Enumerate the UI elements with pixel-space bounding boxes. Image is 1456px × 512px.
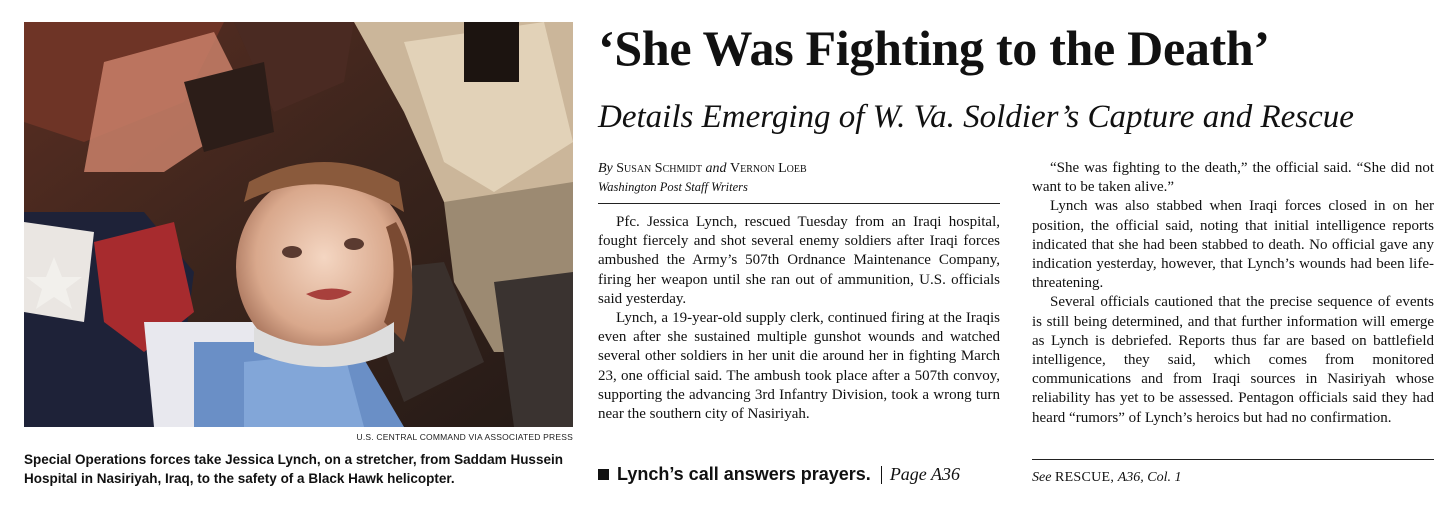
byline-divider: [598, 203, 1000, 204]
paragraph: Several officials cautioned that the precise sequence of events is still being determined, and that further information will emerge as Lynch is debriefed. Reports thus far are based on battlefield intelligence, they said, which comes from monitored communications and from Iraqi sources in Nasiriyah whose reliability has yet to be assessed. Pentagon officials said they had heard “rumors” of Lynch’s heroics but had no confirmation.: [1032, 294, 1434, 426]
author-1: Susan Schmidt: [616, 161, 703, 176]
stretcher-photo-image: [24, 22, 573, 427]
author-2: Vernon Loeb: [730, 161, 807, 176]
paragraph: Lynch, a 19-year-old supply clerk, continued firing at the Iraqis even after she sustained multiple gunshot wounds and watched several other soldiers in her unit die around her in fighting March 23, one official said. The ambush took place after a 507th convoy, supporting the advancing 3rd Infantry Division, took a wrong turn near the southern city of Nasiriyah.: [598, 310, 1000, 423]
bullet-square-icon: [598, 469, 609, 480]
jump-line[interactable]: [1032, 470, 1182, 486]
byline-authors: [598, 160, 1000, 178]
teaser-page: Page A36: [889, 464, 960, 484]
paragraph: “She was fighting to the death,” the official said. “She did not want to be taken alive.”: [1032, 160, 1434, 196]
teaser-separator: [881, 466, 882, 484]
column-divider: [1032, 459, 1434, 460]
photo-credit: U.S. CENTRAL COMMAND VIA ASSOCIATED PRESS: [356, 432, 573, 442]
headline: ‘She Was Fighting to the Death’: [598, 20, 1270, 76]
article-column-2: [1032, 159, 1434, 428]
byline-by: By: [598, 161, 613, 176]
teaser-text[interactable]: Lynch’s call answers prayers.: [617, 464, 871, 484]
jump-see: See: [1032, 470, 1052, 485]
paragraph: Lynch was also stabbed when Iraqi forces closed in on her position, the official said, noting that initial intelligence reports indicated that she had been stabbed to death. No official gave any indication yesterday, however, that Lynch’s wounds had been life-threatening.: [1032, 198, 1434, 292]
photo-caption: Special Operations forces take Jessica Lynch, on a stretcher, from Saddam Hussein Hospital in Nasiriyah, Iraq, to the safety of a Black Hawk helicopter.: [24, 452, 563, 486]
related-story-teaser[interactable]: [598, 464, 1018, 485]
byline-organization: Washington Post Staff Writers: [598, 180, 748, 194]
paragraph: Pfc. Jessica Lynch, rescued Tuesday from an Iraqi hospital, fought fiercely and shot several enemy soldiers after Iraqi forces ambushed the Army’s 507th Ordnance Maintenance Company, firing her weapon until she ran out of ammunition, U.S. officials said yesterday.: [598, 214, 1000, 307]
jump-ref: A36, Col. 1: [1117, 470, 1182, 485]
article-column-1: [598, 213, 1000, 424]
subheadline: Details Emerging of W. Va. Soldier’s Capture and Rescue: [598, 99, 1354, 135]
byline: [598, 160, 1000, 196]
jump-word: RESCUE,: [1054, 470, 1115, 485]
news-photo: [24, 22, 573, 427]
byline-and: and: [705, 161, 727, 176]
